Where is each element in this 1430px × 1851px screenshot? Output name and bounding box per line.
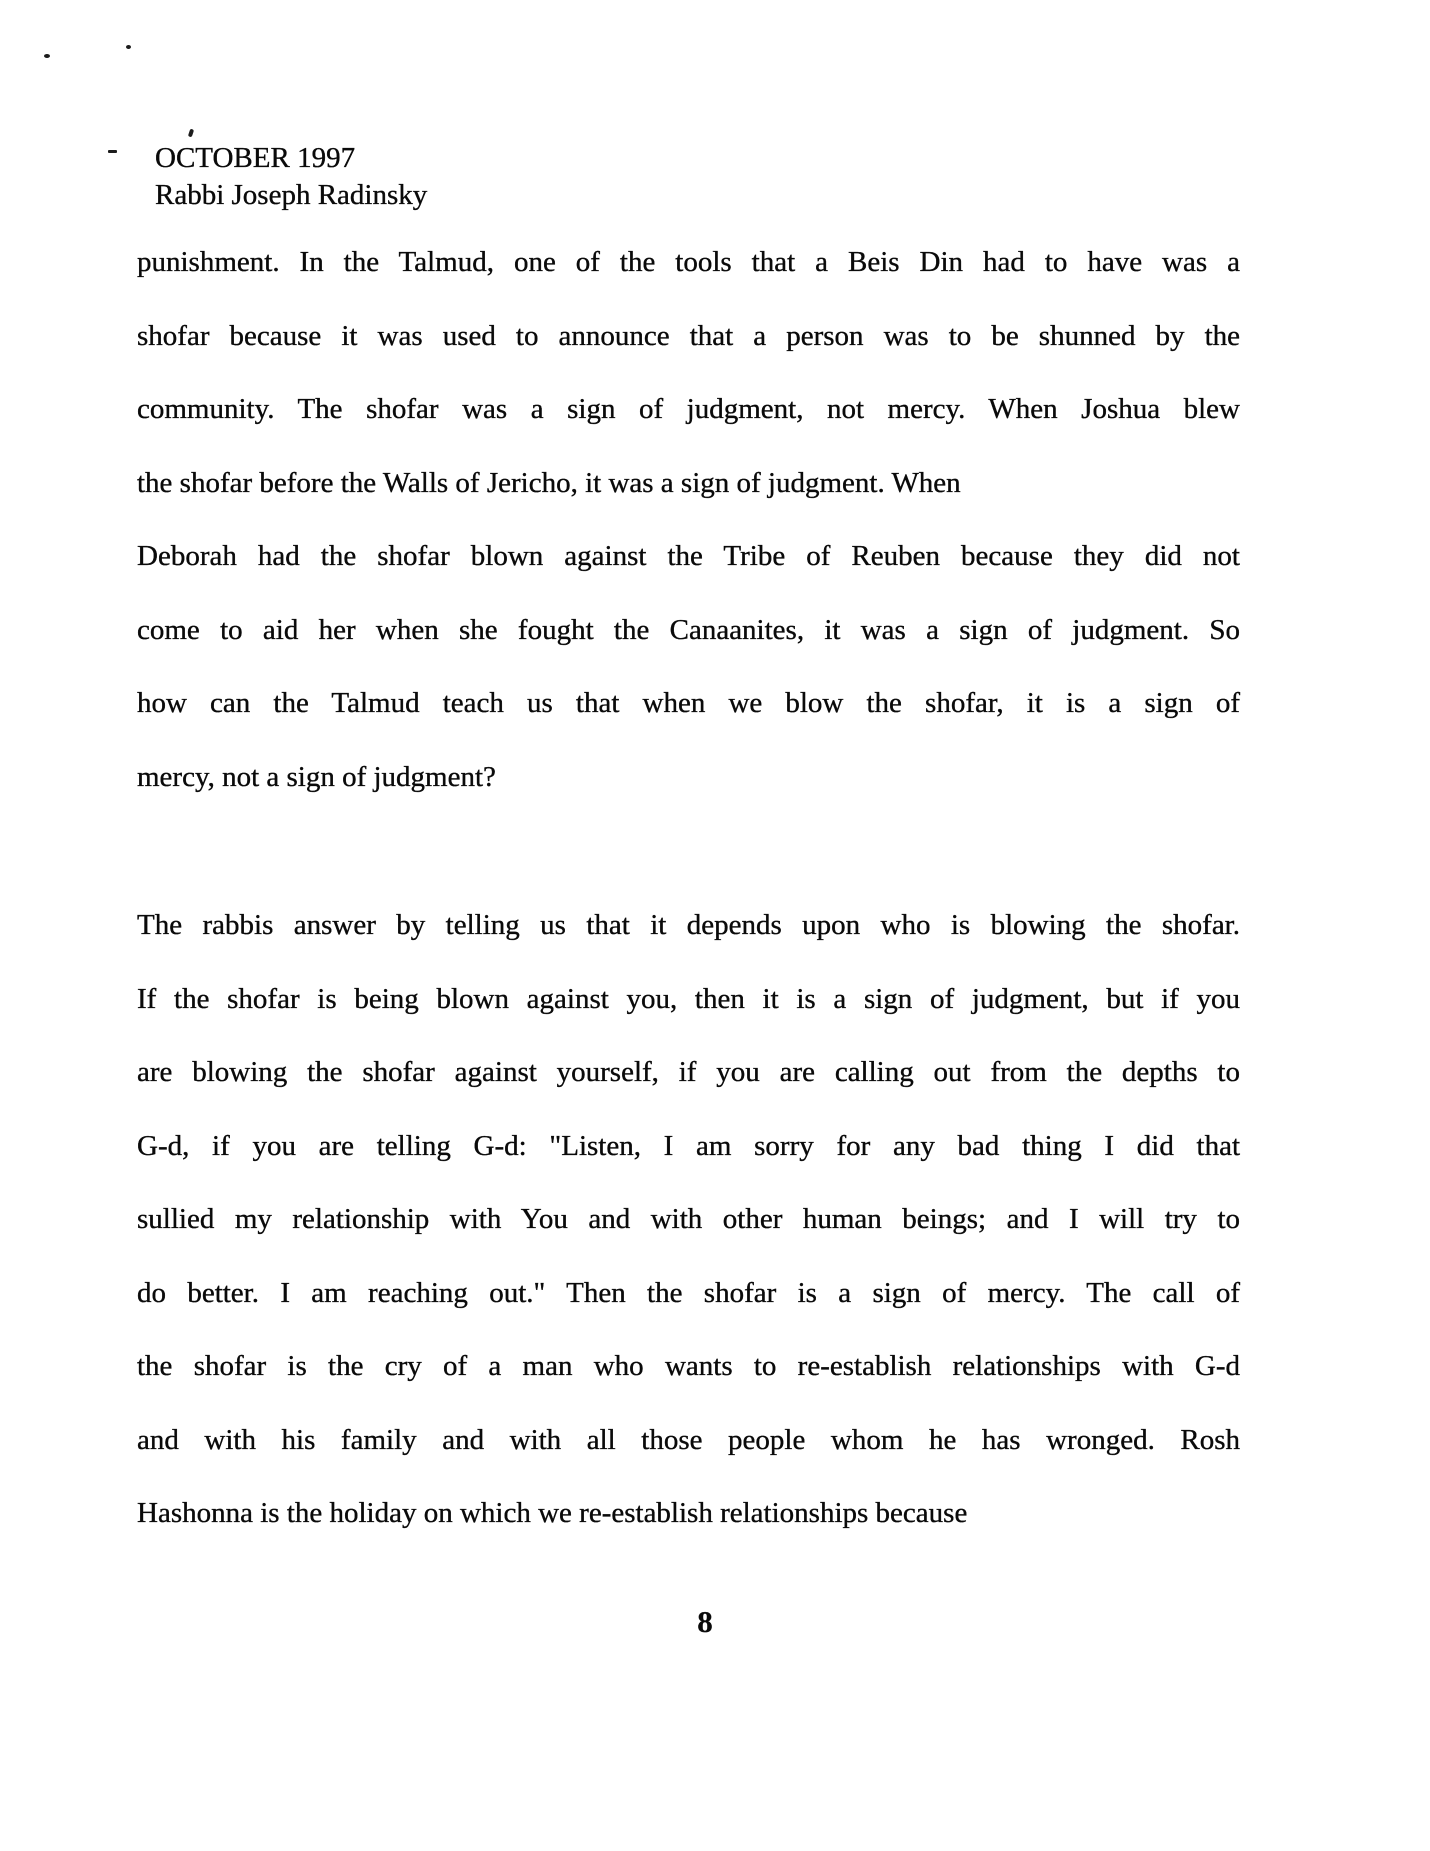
text-line: the shofar before the Walls of Jericho, it was a sign of judgment. When: [137, 466, 961, 499]
scan-speckle: [126, 45, 131, 49]
header-author-line: Rabbi Joseph Radinsky: [155, 179, 428, 211]
scan-speckle: [44, 54, 50, 58]
text-line: the shofar is the cry of a man who wants to re-establish relationships with G-d: [137, 1350, 1240, 1382]
text-line: G-d, if you are telling G-d: "Listen, I am sorry for any bad thing I did that: [137, 1129, 1240, 1162]
paragraph-shofar-judgment: [137, 226, 1240, 814]
text-line: are blowing the shofar against yourself, if you are calling out from the depths to: [137, 1056, 1240, 1088]
paragraph-rabbis-answer: [137, 889, 1240, 1551]
text-line: shofar because it was used to announce that a person was to be shunned by the: [137, 319, 1240, 352]
text-line: mercy, not a sign of judgment?: [137, 760, 496, 793]
text-line: community. The shofar was a sign of judgment, not mercy. When Joshua blew: [137, 393, 1240, 425]
scan-speckle: [108, 150, 117, 153]
text-line: If the shofar is being blown against you, then it is a sign of judgment, but if you: [137, 982, 1240, 1015]
text-line: and with his family and with all those people whom he has wronged. Rosh: [137, 1423, 1240, 1456]
header-date-line: OCTOBER 1997: [155, 142, 356, 174]
text-line: do better. I am reaching out." Then the shofar is a sign of mercy. The call of: [137, 1276, 1240, 1309]
text-line: sullied my relationship with You and with other human beings; and I will try to: [137, 1203, 1240, 1235]
text-line: come to aid her when she fought the Canaanites, it was a sign of judgment. So: [137, 613, 1240, 646]
text-line: The rabbis answer by telling us that it depends upon who is blowing the shofar.: [137, 909, 1240, 941]
text-line: punishment. In the Talmud, one of the tools that a Beis Din had to have was a: [137, 246, 1240, 278]
scan-speckle: [188, 129, 194, 138]
document-header: [155, 140, 427, 214]
text-line: how can the Talmud teach us that when we blow the shofar, it is a sign of: [137, 687, 1240, 719]
text-line: Deborah had the shofar blown against the Tribe of Reuben because they did not: [137, 540, 1240, 572]
text-line: Hashonna is the holiday on which we re-establish relationships because: [137, 1497, 968, 1529]
page-number: 8: [697, 1604, 713, 1639]
